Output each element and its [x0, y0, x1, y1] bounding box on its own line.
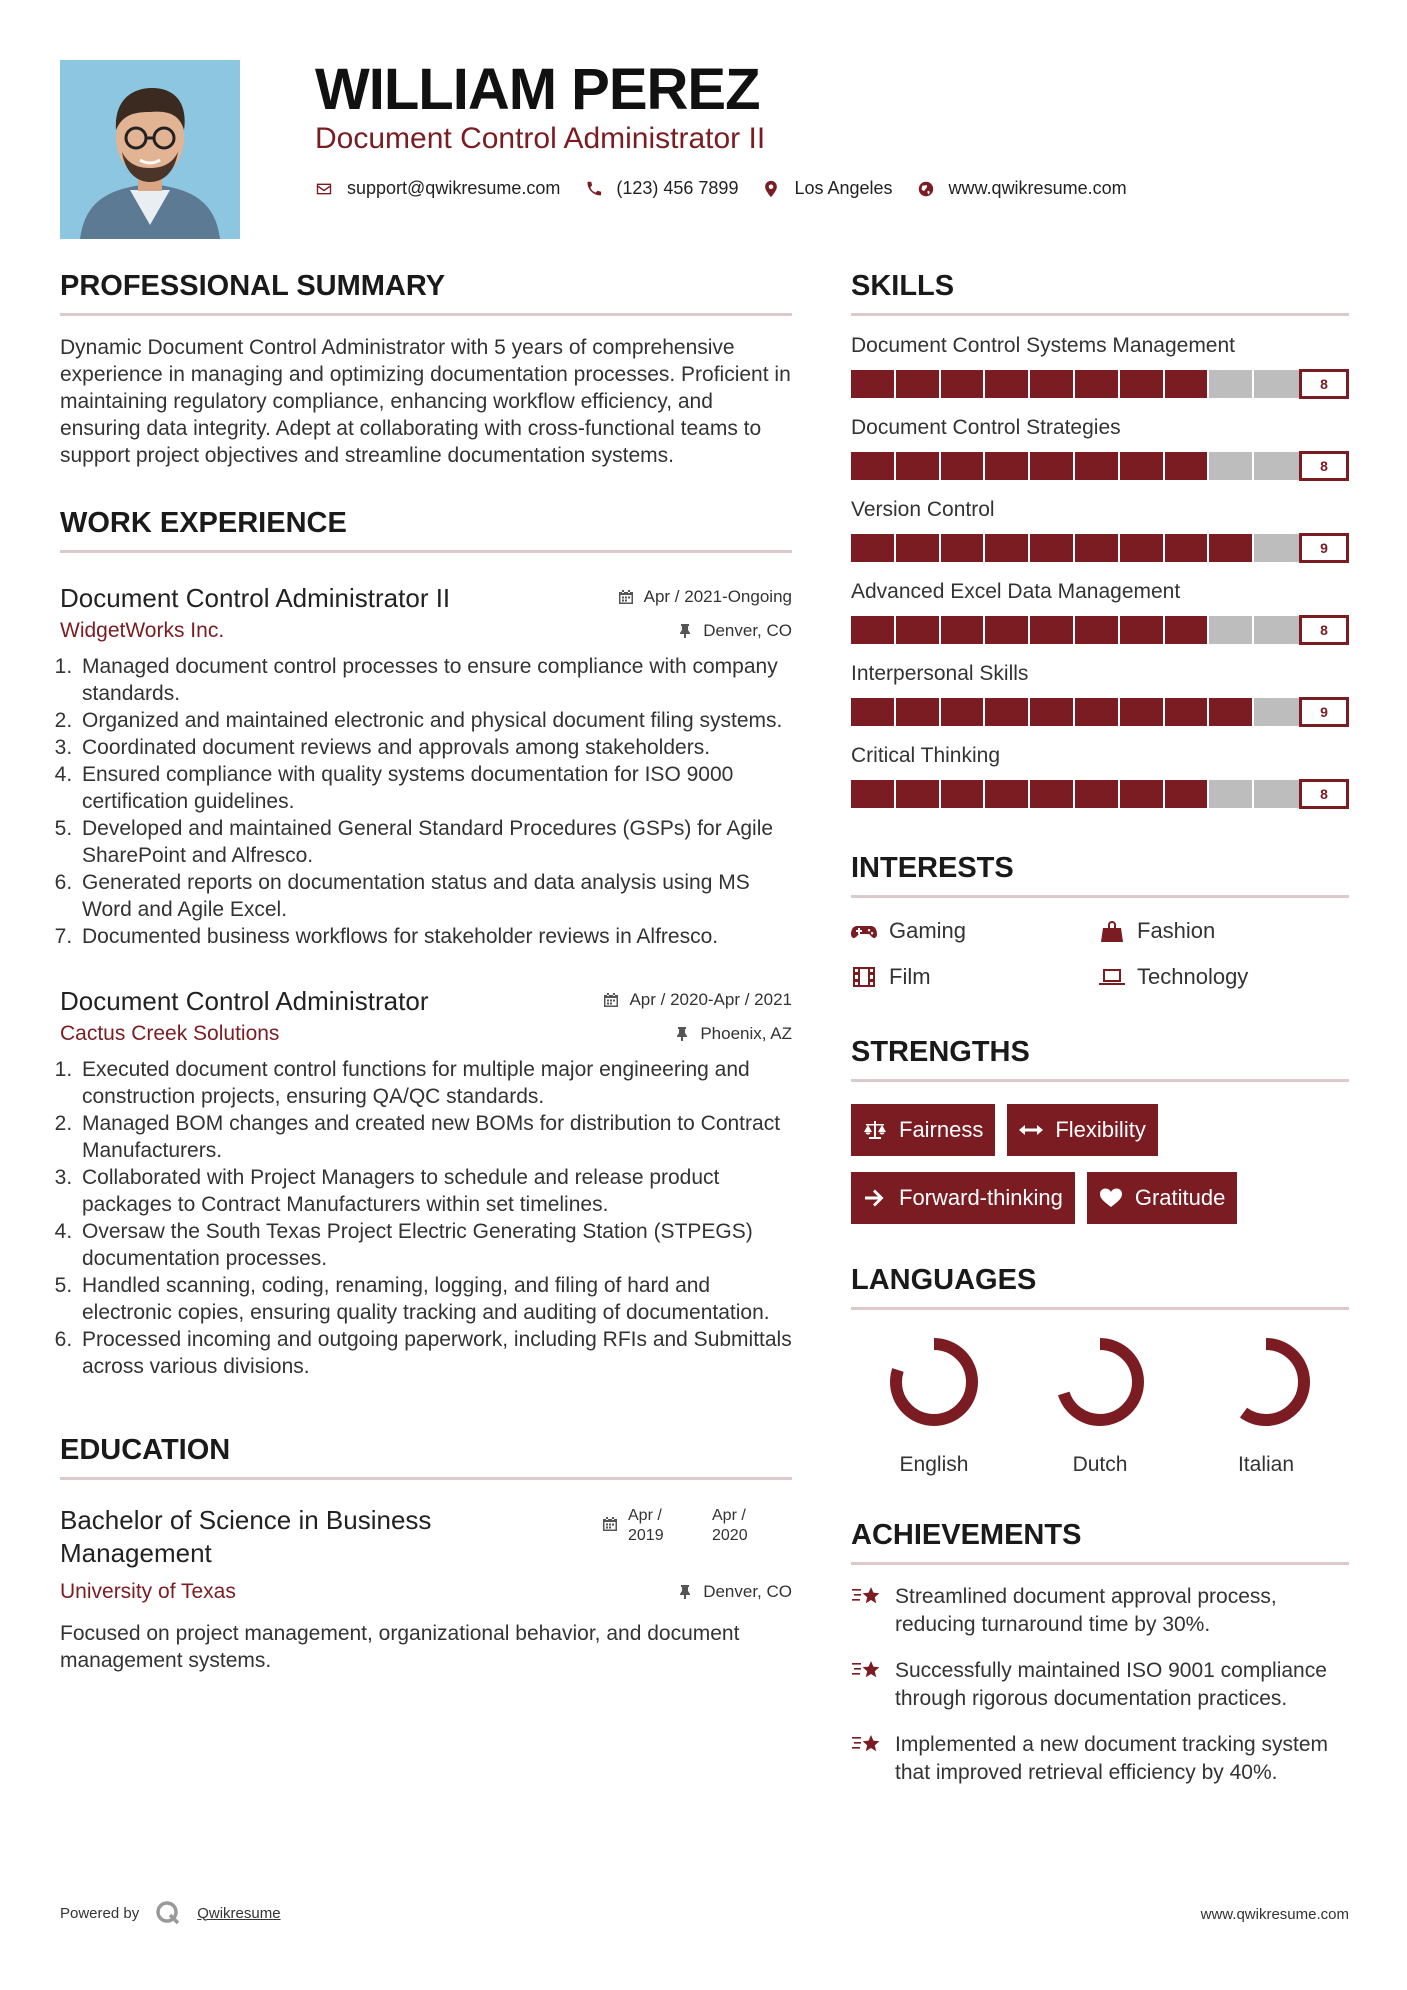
map-pin-icon: [762, 180, 780, 198]
pushpin-icon: [674, 1026, 690, 1042]
skill-bar-segment: [1120, 780, 1163, 808]
skill-bar-segment: [1165, 616, 1208, 644]
job-title: Document Control Administrator II: [60, 583, 451, 613]
skill-bar-segment: [941, 452, 984, 480]
skill-bar-segment: [1165, 780, 1208, 808]
achievements-list: [851, 1583, 1349, 1787]
job-date: [618, 587, 792, 607]
job-duties: [60, 1056, 792, 1380]
skill-bar-segment: [1209, 698, 1252, 726]
language-level-ring: [884, 1332, 984, 1432]
duty-item: 6. Processed incoming and outgoing paperwork, including RFIs and Submittals across various divisions.: [78, 1326, 792, 1380]
skill-bar-segment: [1209, 452, 1252, 480]
website-text: www.qwikresume.com: [948, 178, 1127, 198]
skill-bar-segment: [896, 616, 939, 644]
job-date: [603, 990, 792, 1010]
profile-photo: [60, 60, 240, 239]
duty-item: 1. Managed document control processes to ensure compliance with company standards.: [78, 653, 792, 707]
duty-item: 5. Developed and maintained General Standard Procedures (GSPs) for Agile SharePoint and Alfresco.: [78, 815, 792, 869]
skill-item: [851, 494, 1349, 562]
duty-item: 7. Documented business workflows for stakeholder reviews in Alfresco.: [78, 923, 792, 950]
strengths-list: [851, 1104, 1349, 1224]
candidate-title: Document Control Administrator II: [315, 122, 766, 155]
job-location-text: Denver, CO: [703, 621, 792, 640]
skill-name: Critical Thinking: [851, 744, 1000, 767]
skill-bar-segment: [1209, 780, 1252, 808]
skill-bar-segment: [851, 616, 894, 644]
envelope-icon: [315, 180, 333, 198]
summary-text: Dynamic Document Control Administrator with 5 years of comprehensive experience in managing and optimizing documentation processes. Proficient in maintaining regulatory compliance, enhancing workflow efficiency, and ensuring data integrity. Adept at collaborating with cross-functional teams to support project objectives and streamline documentation systems.: [60, 336, 791, 467]
laptop-icon: [1099, 966, 1125, 988]
skill-bar-segment: [1030, 370, 1073, 398]
duty-item: 3. Collaborated with Project Managers to schedule and release product packages to Contract Manufacturers within set timelines.: [78, 1164, 792, 1218]
skill-bar-segment: [1209, 370, 1252, 398]
language-item: [1017, 1332, 1183, 1477]
duty-item: 3. Coordinated document reviews and approvals among stakeholders.: [78, 734, 792, 761]
language-name: English: [899, 1453, 969, 1476]
skill-bar-segment: [1075, 616, 1118, 644]
strength-label: Fairness: [899, 1117, 984, 1142]
qwikresume-logo-icon: [155, 1900, 181, 1926]
skill-name: Interpersonal Skills: [851, 662, 1029, 685]
language-level-arc: [1228, 1344, 1304, 1420]
skill-score-badge: 8: [1299, 369, 1349, 399]
language-name: Dutch: [1072, 1453, 1128, 1476]
education-description: Focused on project management, organizational behavior, and document management systems.: [60, 1622, 740, 1672]
skill-bar: [851, 698, 1349, 726]
arrows-horizontal-icon: [1019, 1119, 1043, 1141]
location-text: Los Angeles: [794, 178, 893, 198]
education-location-text: Denver, CO: [703, 1582, 792, 1601]
pushpin-icon: [677, 623, 693, 639]
education-start-date: Apr / 2019: [628, 1507, 664, 1544]
contact-email[interactable]: [315, 178, 560, 199]
skill-item: [851, 576, 1349, 644]
skill-bar-segment: [1030, 534, 1073, 562]
skill-bar-segment: [1075, 780, 1118, 808]
skill-bar: [851, 780, 1349, 808]
skill-bar-segment: [941, 780, 984, 808]
skill-bar-segment: [1209, 616, 1252, 644]
right-column: [851, 270, 1349, 1787]
skill-name: Document Control Systems Management: [851, 334, 1235, 357]
language-name: Italian: [1237, 1453, 1295, 1476]
skill-bar-segment: [851, 534, 894, 562]
contact-phone[interactable]: [584, 178, 738, 199]
language-item: [1183, 1332, 1349, 1477]
skill-bar-segment: [1075, 534, 1118, 562]
language-level-ring: [1050, 1332, 1150, 1432]
skill-bar-segment: [1030, 616, 1073, 644]
skill-bar-segment: [1165, 452, 1208, 480]
skills-heading: SKILLS: [851, 270, 1349, 316]
skill-bar-segment: [1030, 698, 1073, 726]
job-date-text: Apr / 2020-Apr / 2021: [629, 990, 792, 1009]
education-location: [677, 1582, 792, 1602]
experience-heading: WORK EXPERIENCE: [60, 507, 792, 553]
skill-bar: [851, 370, 1349, 398]
degree-title: Bachelor of Science in Business Management: [60, 1505, 432, 1568]
duty-item: 4. Oversaw the South Texas Project Electric Generating Station (STPEGS) documentation processes.: [78, 1218, 792, 1272]
skill-name: Version Control: [851, 498, 995, 521]
interest-item: [851, 964, 1099, 990]
skill-bar-segment: [941, 370, 984, 398]
skill-item: [851, 412, 1349, 480]
interest-label: Gaming: [889, 918, 967, 943]
skill-score-badge: 9: [1299, 533, 1349, 563]
job-duties: [60, 653, 792, 950]
skill-bar-segment: [985, 780, 1028, 808]
duty-item: 2. Organized and maintained electronic and physical document filing systems.: [78, 707, 792, 734]
strength-badge: [851, 1104, 995, 1156]
strength-label: Flexibility: [1055, 1117, 1146, 1142]
skill-bar-segment: [985, 534, 1028, 562]
powered-by-text: Powered by: [60, 1904, 140, 1922]
skills-list: [851, 330, 1349, 808]
skill-score-badge: 8: [1299, 779, 1349, 809]
heart-icon: [1099, 1187, 1123, 1209]
skill-bar-segment: [941, 534, 984, 562]
phone-text: (123) 456 7899: [616, 178, 739, 198]
footer-website[interactable]: www.qwikresume.com: [1200, 1906, 1349, 1923]
shopping-bag-icon: [1099, 920, 1125, 942]
strength-label: Gratitude: [1134, 1185, 1226, 1210]
job-location: [674, 1024, 792, 1044]
skill-bar-segment: [1030, 780, 1073, 808]
duty-item: 2. Managed BOM changes and created new BOMs for distribution to Contract Manufacturers.: [78, 1110, 792, 1164]
achievement-text: Streamlined document approval process, reducing turnaround time by 30%.: [895, 1585, 1277, 1636]
skill-bar-segment: [896, 534, 939, 562]
globe-icon: [917, 180, 935, 198]
skill-score-badge: 9: [1299, 697, 1349, 727]
candidate-name: WILLIAM PEREZ: [315, 57, 760, 122]
skill-bar-segment: [896, 370, 939, 398]
pushpin-icon: [677, 1584, 693, 1600]
left-column: [60, 270, 792, 1674]
job-entry: [60, 974, 792, 1380]
skill-bar-segment: [1165, 698, 1208, 726]
skill-bar-segment: [985, 616, 1028, 644]
duty-item: 4. Ensured compliance with quality systems documentation for ISO 9000 certification guidelines.: [78, 761, 792, 815]
calendar-icon: [602, 1516, 618, 1532]
arrow-right-icon: [863, 1187, 887, 1209]
calendar-icon: [603, 992, 619, 1008]
skill-item: [851, 330, 1349, 398]
education-dates: [602, 1506, 760, 1546]
languages-heading: LANGUAGES: [851, 1264, 1349, 1310]
interest-item: [1099, 918, 1347, 944]
language-level-arc: [896, 1344, 972, 1420]
skill-bar-segment: [941, 616, 984, 644]
phone-icon: [584, 180, 602, 198]
skill-bar-segment: [1075, 370, 1118, 398]
language-item: [851, 1332, 1017, 1477]
skill-bar: [851, 534, 1349, 562]
skill-bar-segment: [941, 698, 984, 726]
qwikresume-link[interactable]: Qwikresume: [197, 1904, 281, 1922]
language-level-ring: [1216, 1332, 1316, 1432]
skill-bar-segment: [1209, 534, 1252, 562]
strengths-heading: STRENGTHS: [851, 1036, 1349, 1082]
interests-list: [851, 918, 1349, 990]
interest-item: [1099, 964, 1347, 990]
interest-label: Film: [889, 964, 931, 989]
footer-powered-by: [60, 1900, 281, 1926]
strength-badge: [1007, 1104, 1157, 1156]
skill-item: [851, 740, 1349, 808]
job-date-text: Apr / 2021-Ongoing: [643, 587, 792, 606]
job-location-text: Phoenix, AZ: [700, 1024, 792, 1043]
achievement-text: Implemented a new document tracking system that improved retrieval efficiency by 40%.: [895, 1733, 1329, 1784]
interest-item: [851, 918, 1099, 944]
skill-bar-segment: [1165, 370, 1208, 398]
duty-item: 6. Generated reports on documentation status and data analysis using MS Word and Agile Excel.: [78, 869, 792, 923]
shooting-star-icon: [851, 1583, 883, 1611]
strength-badge: [851, 1172, 1075, 1224]
job-location: [677, 621, 792, 641]
skill-name: Advanced Excel Data Management: [851, 580, 1181, 603]
achievement-item: [851, 1583, 1349, 1639]
languages-list: [851, 1332, 1349, 1477]
contact-location: [762, 178, 892, 199]
summary-heading: PROFESSIONAL SUMMARY: [60, 270, 792, 316]
skill-bar-segment: [1165, 534, 1208, 562]
duty-item: 1. Executed document control functions for multiple major engineering and construction projects, ensuring QA/QC standards.: [78, 1056, 792, 1110]
job-entry: [60, 571, 792, 950]
achievement-item: [851, 1657, 1349, 1713]
interest-label: Fashion: [1137, 918, 1216, 943]
skill-name: Document Control Strategies: [851, 416, 1121, 439]
duty-item: 5. Handled scanning, coding, renaming, logging, and filing of hard and electronic copies, ensuring quality tracking and auditing of documentation.: [78, 1272, 792, 1326]
gamepad-icon: [851, 920, 877, 942]
skill-bar-segment: [1120, 534, 1163, 562]
skill-bar-segment: [1075, 452, 1118, 480]
skill-bar-segment: [1120, 370, 1163, 398]
film-icon: [851, 966, 877, 988]
skill-bar-segment: [985, 452, 1028, 480]
skill-item: [851, 658, 1349, 726]
strength-label: Forward-thinking: [899, 1185, 1063, 1210]
skill-score-badge: 8: [1299, 451, 1349, 481]
strength-badge: [1087, 1172, 1238, 1224]
shooting-star-icon: [851, 1657, 883, 1685]
skill-bar-segment: [851, 780, 894, 808]
skill-bar: [851, 452, 1349, 480]
shooting-star-icon: [851, 1731, 883, 1759]
achievement-text: Successfully maintained ISO 9001 compliance through rigorous documentation practices.: [895, 1659, 1327, 1710]
job-company: WidgetWorks Inc.: [60, 619, 225, 642]
interest-label: Technology: [1137, 964, 1249, 989]
school-name: University of Texas: [60, 1580, 236, 1603]
achievements-heading: ACHIEVEMENTS: [851, 1519, 1349, 1565]
skill-bar-segment: [1030, 452, 1073, 480]
achievement-item: [851, 1731, 1349, 1787]
skill-bar-segment: [1120, 616, 1163, 644]
skill-bar-segment: [851, 452, 894, 480]
skill-bar-segment: [896, 698, 939, 726]
skill-bar-segment: [1120, 452, 1163, 480]
skill-score-badge: 8: [1299, 615, 1349, 645]
education-entry: [60, 1494, 792, 1603]
skill-bar-segment: [985, 698, 1028, 726]
contact-bar: [315, 178, 1151, 199]
skill-bar-segment: [851, 370, 894, 398]
education-heading: EDUCATION: [60, 1434, 792, 1480]
job-title: Document Control Administrator: [60, 986, 429, 1016]
job-company: Cactus Creek Solutions: [60, 1022, 280, 1045]
skill-bar: [851, 616, 1349, 644]
balance-scale-icon: [863, 1119, 887, 1141]
contact-website[interactable]: [917, 178, 1127, 199]
skill-bar-segment: [1120, 698, 1163, 726]
skill-bar-segment: [985, 370, 1028, 398]
education-end-date: Apr / 2020: [712, 1507, 748, 1544]
skill-bar-segment: [851, 698, 894, 726]
language-level-arc: [1062, 1344, 1138, 1420]
skill-bar-segment: [896, 780, 939, 808]
skill-bar-segment: [896, 452, 939, 480]
email-text: support@qwikresume.com: [347, 178, 561, 198]
interests-heading: INTERESTS: [851, 852, 1349, 898]
calendar-icon: [618, 589, 634, 605]
skill-bar-segment: [1075, 698, 1118, 726]
